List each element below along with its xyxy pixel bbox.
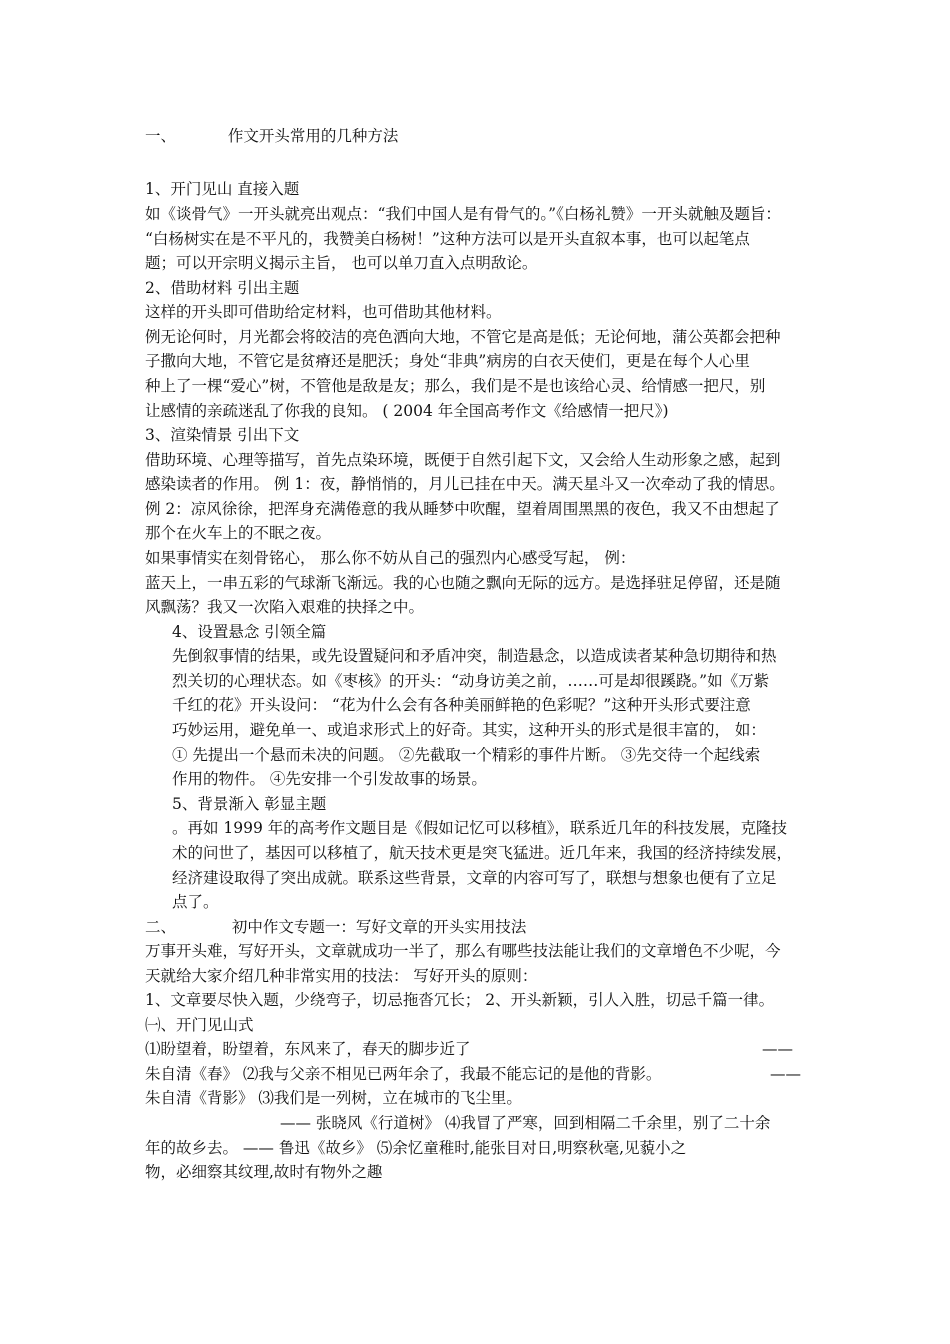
subsection-heading: ㈠、开门见山式 <box>145 1016 254 1034</box>
paragraph-line: 子撒向大地，不管它是贫瘠还是肥沃；身处“非典”病房的白衣天使们，更是在每个人心里 <box>145 352 750 370</box>
paragraph-line: 巧妙运用，避免单一、或追求形式上的好奇。其实，这种开头的形式是很丰富的， 如： <box>172 721 766 739</box>
section-2-heading <box>145 915 526 940</box>
attribution-dash: —— <box>762 1040 793 1058</box>
example-line: 朱自清《春》 ⑵我与父亲不相见已两年余了，我最不能忘记的是他的背影。 <box>145 1065 662 1083</box>
paragraph-line: 如果事情实在刻骨铭心， 那么你不妨从自己的强烈内心感受写起， 例： <box>145 549 636 567</box>
example-line: 年的故乡去。 —— 鲁迅《故乡》 ⑸余忆童稚时,能张目对日,明察秋毫,见藐小之 <box>145 1139 687 1157</box>
paragraph-line: 风飘荡？我又一次陷入艰难的抉择之中。 <box>145 598 425 616</box>
example-line: ⑴盼望着，盼望着，东风来了，春天的脚步近了 <box>145 1040 471 1058</box>
paragraph-line: 例无论何时，月光都会将皎洁的亮色洒向大地，不管它是高是低；无论何地，蒲公英都会把种 <box>145 328 781 346</box>
paragraph-line: ① 先提出一个悬而未决的问题。 ②先截取一个精彩的事件片断。 ③先交待一个起线索 <box>172 746 761 764</box>
paragraph-line: 万事开头难，写好开头，文章就成功一半了，那么有哪些技法能让我们的文章增色不少呢，今 <box>145 942 781 960</box>
paragraph-line: 种上了一棵“爱心”树，不管他是敌是友；那么，我们是不是也该给心灵、给情感一把尺，别 <box>145 377 766 395</box>
method-1-heading: 1、开门见山 直接入题 <box>145 180 300 198</box>
paragraph-line: 蓝天上，一串五彩的气球渐飞渐远。我的心也随之飘向无际的远方。是选择驻足停留，还是随 <box>145 574 781 592</box>
paragraph-line: 。再如 1999 年的高考作文题目是《假如记忆可以移植》，联系近几年的科技发展，克隆技 <box>172 819 788 837</box>
paragraph-line: 经济建设取得了突出成就。联系这些背景，文章的内容可写了，联想与想象也便有了立足 <box>172 869 777 887</box>
paragraph-line: 天就给大家介绍几种非常实用的技法： 写好开头的原则： <box>145 967 538 985</box>
paragraph-line: 作用的物件。 ④先安排一个引发故事的场景。 <box>172 770 487 788</box>
paragraph-line: 术的问世了，基因可以移植了，航天技术更是突飞猛进。近几年来，我国的经济持续发展， <box>172 844 793 862</box>
paragraph-line: 千红的花》开头设问： “花为什么会有各种美丽鲜艳的色彩呢？”这种开头形式要注意 <box>172 696 751 714</box>
example-line: —— 张晓风《行道树》 ⑷我冒了严寒，回到相隔二千余里，别了二十余 <box>280 1114 771 1132</box>
paragraph-line: 点了。 <box>172 893 219 911</box>
paragraph-line: 题；可以开宗明义揭示主旨， 也可以单刀直入点明敌论。 <box>145 254 538 272</box>
paragraph-line: 让感情的亲疏迷乱了你我的良知。 ( 2004 年全国高考作文《给感情一把尺》) <box>145 402 669 420</box>
paragraph-line: “白杨树实在是不平凡的，我赞美白杨树！”这种方法可以是开头直叙本事，也可以起笔点 <box>145 230 750 248</box>
section-1-title: 作文开头常用的几种方法 <box>227 127 399 145</box>
paragraph-line: 借助环境、心理等描写，首先点染环境，既便于自然引起下文，又会给人生动形象之感，起到 <box>145 451 781 469</box>
paragraph-line: 这样的开头即可借助给定材料，也可借助其他材料。 <box>145 303 502 321</box>
method-5-heading: 5、背景渐入 彰显主题 <box>172 795 327 813</box>
section-1-heading <box>145 124 398 149</box>
paragraph-line: 烈关切的心理状态。如《枣核》的开头：“动身访美之前，……可是却很蹊跷。”如《万紫 <box>172 672 770 690</box>
example-line: 朱自清《背影》 ⑶我们是一列树，立在城市的飞尘里。 <box>145 1089 522 1107</box>
paragraph-line: 感染读者的作用。 例 1：夜，静悄悄的，月儿已挂在中天。满天星斗又一次牵动了我的情思。 <box>145 475 785 493</box>
section-2-title: 初中作文专题一：写好文章的开头实用技法 <box>231 918 527 936</box>
paragraph-line: 例 2：凉风徐徐，把浑身充满倦意的我从睡梦中吹醒，望着周围黑黑的夜色，我又不由想起了 <box>145 500 780 518</box>
section-2-number: 二、 <box>145 918 177 936</box>
paragraph-line: 如《谈骨气》一开头就亮出观点：“我们中国人是有骨气的。”《白杨礼赞》一开头就触及题旨： <box>145 205 781 223</box>
section-1-number: 一、 <box>145 127 177 145</box>
method-2-heading: 2、借助材料 引出主题 <box>145 279 300 297</box>
method-3-heading: 3、渲染情景 引出下文 <box>145 426 300 444</box>
method-4-heading: 4、设置悬念 引领全篇 <box>172 623 327 641</box>
example-line: 物，必细察其纹理,故时有物外之趣 <box>145 1163 383 1181</box>
paragraph-line: 先倒叙事情的结果，或先设置疑问和矛盾冲突，制造悬念，以造成读者某种急切期待和热 <box>172 647 777 665</box>
attribution-dash: —— <box>770 1065 801 1083</box>
paragraph-line: 1、文章要尽快入题，少绕弯子，切忌拖沓冗长； 2、开头新颖，引人入胜，切忌千篇一律。 <box>145 991 775 1009</box>
paragraph-line: 那个在火车上的不眠之夜。 <box>145 524 332 542</box>
